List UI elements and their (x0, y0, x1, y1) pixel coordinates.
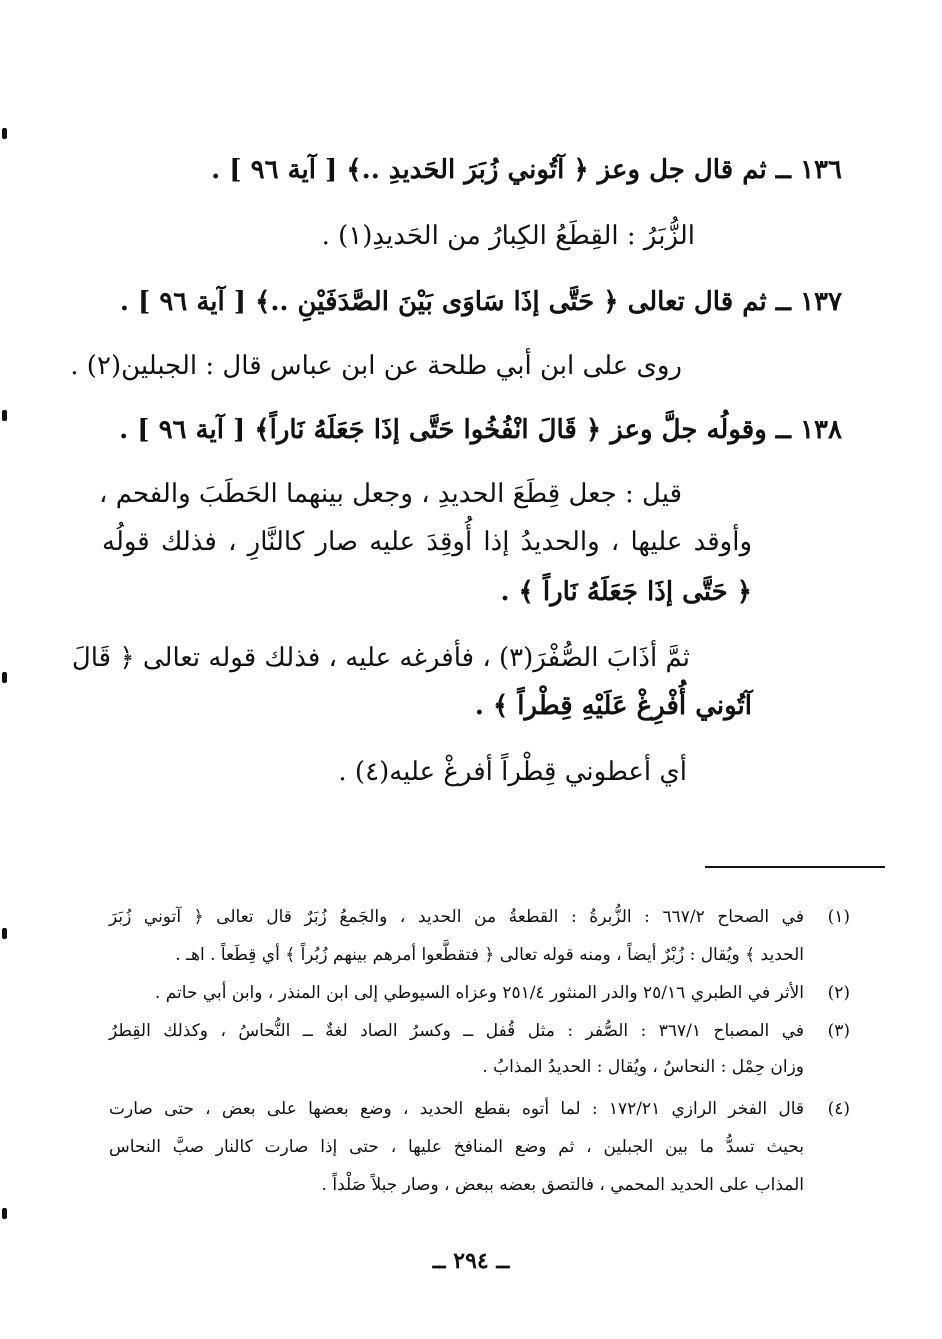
verse-138-commentary-line-3: ثمَّ أذَابَ الصُّفْرَ(٣) ، فأفرغه عليه ، فذلك قوله تعالى ﴿ قَالَ (71, 643, 690, 673)
margin-mark (2, 1208, 7, 1219)
footnote-number: (٤) (827, 1099, 850, 1119)
verse-138-explanation: أي أعطوني قِطْراً أفرغْ عليه(٤) . (338, 757, 687, 787)
verse-138-heading: ١٣٨ ــ وقولُه جلَّ وعز ﴿ قَالَ انْفُخُوا حَتَّى إذَا جَعَلَهُ نَاراً﴾ [ آية ٩٦ ] . (119, 415, 842, 445)
footnote-number: (٢) (827, 983, 850, 1003)
margin-mark (2, 928, 7, 939)
footnote-number: (١) (827, 907, 850, 927)
footnote-1-line-2: الحديد ﴾ ويُقال : زُبْرٌ أيضاً ، ومنه قوله تعالى ﴿ فتقطَّعوا أمرهم بينهم زُبُراً ﴾ أي قِطَعاً . اهـ . (175, 945, 804, 965)
footnote-4-line-2: بحيث تسدُّ ما بين الجبلين ، ثم وضع المنافخ عليها ، حتى إذا صارت كالنار صبَّ النحاس (109, 1137, 804, 1157)
footnote-1-line-1: في الصحاح ٦٦٧/٢ : الزُّبرةُ : القطعةُ من الحديد ، والجَمعُ زُبَرٌ قال تعالى ﴿ آتوني زُبَرَ (109, 907, 804, 927)
footnote-number: (٣) (827, 1021, 850, 1041)
margin-mark (2, 672, 7, 683)
page-number: ــ ٢٩٤ ــ (432, 1248, 510, 1274)
verse-138-commentary-line-2: وأوقد عليها ، والحديدُ إذا أُوقِدَ عليه صار كالنَّارِ ، فذلك قولُه (102, 527, 752, 557)
verse-136-heading: ١٣٦ ــ ثم قال جل وعز ﴿ آتُوني زُبَرَ الحَديدِ ..﴾ [ آية ٩٦ ] . (211, 155, 842, 185)
verse-138-quote: ﴿ حَتَّى إذَا جَعَلَهُ نَاراً ﴾ . (500, 577, 752, 607)
verse-137-narration: روى على ابن أبي طلحة عن ابن عباس قال : الجبلين(٢) . (70, 351, 682, 381)
footnote-3-line-2: وزان حِمْل : النحاسُ ، ويُقال : الحديدُ المذابُ . (482, 1057, 804, 1077)
footnote-separator (705, 866, 885, 868)
footnote-4-line-3: المذاب على الحديد المحمي ، فالتصق بعضه ببعض ، وصار جبلاً صَلْداً . (321, 1175, 804, 1195)
verse-138-commentary-line-1: قيل : جعل قِطَعَ الحديدِ ، وجعل بينهما الحَطَبَ والفحم ، (99, 479, 682, 509)
footnote-2-line-1: الأثر في الطبري ٢٥/١٦ والدر المنثور ٢٥١/٤ وعزاه السيوطي إلى ابن المنذر ، وابن أبي حاتم . (154, 983, 804, 1003)
footnote-3-line-1: في المصباح ٣٦٧/١ : الصُّفر : مثل قُفل ــ وكسرُ الصاد لغةٌ ــ النُّحاسُ ، وكذلك القِطرُ (109, 1021, 804, 1041)
margin-mark (2, 128, 7, 139)
margin-mark (2, 410, 7, 421)
footnote-4-line-1: قال الفخر الرازي ١٧٢/٢١ : لما أتوه بقطع الحديد ، وضع بعضها على بعض ، حتى صارت (109, 1099, 804, 1119)
verse-137-heading: ١٣٧ ــ ثم قال تعالى ﴿ حَتَّى إذَا سَاوَى بَيْنَ الصَّدَفَيْنِ ..﴾ [ آية ٩٦ ] . (119, 287, 842, 317)
verse-138-quote-2: آتُوني أُفْرِغْ عَلَيْهِ قِطْراً ﴾ . (474, 691, 752, 721)
verse-136-gloss: الزُّبَرُ : القِطَعُ الكِبارُ من الحَديدِ(١) . (321, 221, 695, 251)
